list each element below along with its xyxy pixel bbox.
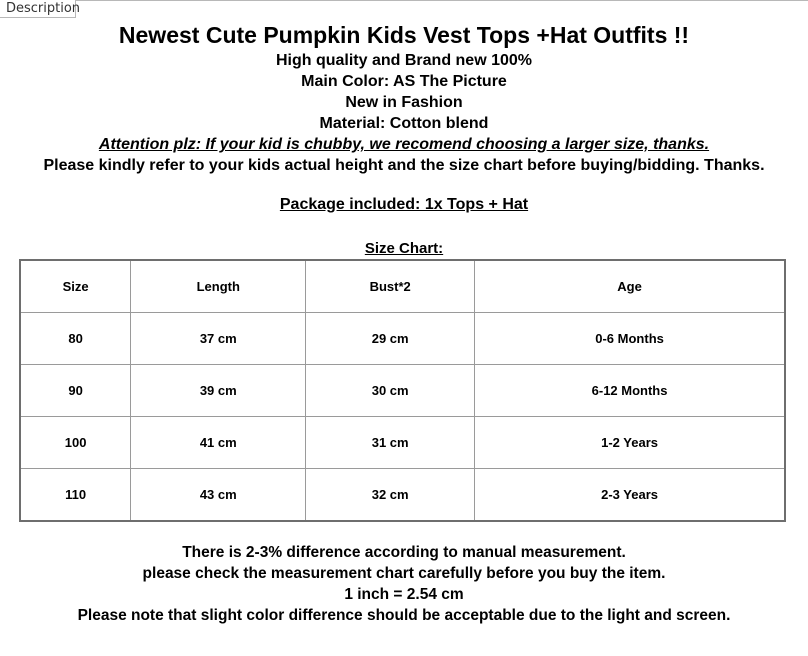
measurement-note: There is 2-3% difference according to manual measurement. [182, 544, 626, 561]
color-line: Main Color: AS The Picture [301, 73, 507, 90]
cell-age: 1-2 Years [475, 417, 785, 469]
cell-age: 6-12 Months [475, 365, 785, 417]
inch-conversion-note: 1 inch = 2.54 cm [344, 586, 464, 603]
refer-note: Please kindly refer to your kids actual height and the size chart before buying/bidding. Thanks. [43, 157, 765, 174]
header-size: Size [20, 260, 131, 313]
cell-age: 2-3 Years [475, 469, 785, 522]
table-header-row [20, 260, 785, 313]
cell-age: 0-6 Months [475, 313, 785, 365]
cell-bust: 31 cm [306, 417, 475, 469]
cell-length: 39 cm [131, 365, 306, 417]
cell-size: 80 [20, 313, 131, 365]
size-chart-caption: Size Chart: [364, 240, 444, 257]
cell-bust: 30 cm [306, 365, 475, 417]
tab-divider [76, 0, 808, 1]
cell-length: 37 cm [131, 313, 306, 365]
cell-length: 43 cm [131, 469, 306, 522]
cell-size: 100 [20, 417, 131, 469]
size-chart-table [19, 259, 786, 522]
table-row [20, 365, 785, 417]
cell-size: 110 [20, 469, 131, 522]
header-bust: Bust*2 [306, 260, 475, 313]
fashion-line: New in Fashion [345, 94, 463, 111]
cell-bust: 29 cm [306, 313, 475, 365]
package-note: Package included: 1x Tops + Hat [279, 196, 529, 213]
quality-line: High quality and Brand new 100% [275, 52, 533, 69]
check-chart-note: please check the measurement chart carefully before you buy the item. [142, 565, 666, 582]
attention-note: Attention plz: If your kid is chubby, we recomend choosing a larger size, thanks. [98, 136, 710, 153]
tab-description[interactable]: Description [0, 0, 76, 18]
cell-length: 41 cm [131, 417, 306, 469]
material-line: Material: Cotton blend [319, 115, 489, 132]
table-row [20, 469, 785, 522]
product-title: Newest Cute Pumpkin Kids Vest Tops +Hat Outfits !! [118, 22, 690, 48]
cell-bust: 32 cm [306, 469, 475, 522]
header-age: Age [475, 260, 785, 313]
table-row [20, 313, 785, 365]
cell-size: 90 [20, 365, 131, 417]
table-row [20, 417, 785, 469]
color-difference-note: Please note that slight color difference should be acceptable due to the light and screen. [77, 607, 731, 624]
header-length: Length [131, 260, 306, 313]
